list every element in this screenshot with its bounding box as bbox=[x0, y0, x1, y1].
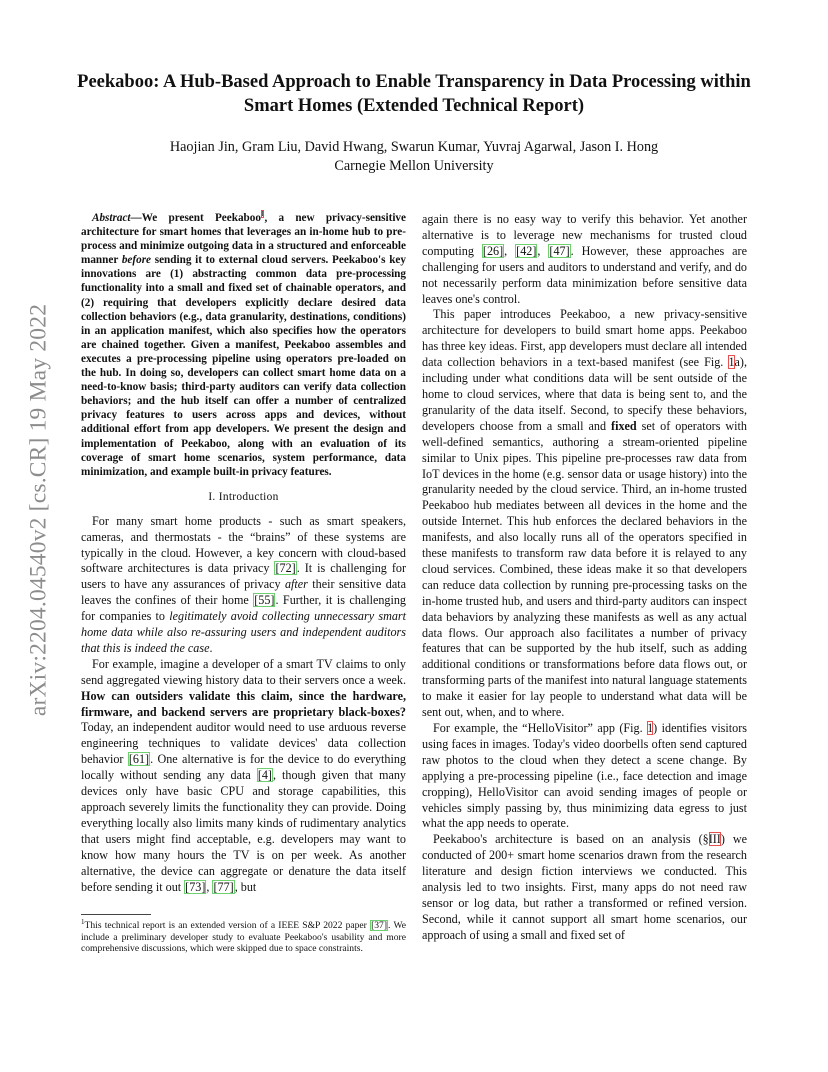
abstract-text: —We present Peekaboo bbox=[130, 212, 261, 224]
paragraph-text: . However, these approaches are challenging for users and auditors to understand and verify, and do not necessarily perform data minimization before sensitive data leaves one's control. bbox=[422, 243, 747, 306]
paragraph-text: ) identifies visitors using faces in images. Today's video doorbells often send captured raw photos to the cloud when they detect a scene change. By applying a pre-processing pipeline (i.e., face detection and image cropping), HelloVisitor can avoid sending images of people or vehicles simply passing by, thus minimizing data egress to just what the app needs to operate. bbox=[422, 721, 747, 831]
citation-link[interactable]: [42] bbox=[516, 243, 537, 258]
paragraph-text: For example, imagine a developer of a smart TV claims to only send aggregated viewing history data to their servers once a week. bbox=[81, 656, 406, 687]
right-column bbox=[422, 212, 747, 944]
affiliation: Carnegie Mellon University bbox=[334, 158, 494, 174]
author-block bbox=[60, 138, 768, 176]
section-heading-introduction: I. Introduction bbox=[208, 490, 279, 503]
intro-paragraph bbox=[422, 721, 747, 832]
paragraph-text: a), including under what conditions data will be sent outside of the home to cloud services, where that data is being sent to, and the granularity of the data itself. Second, to specify these behaviors, developers choose from a small and bbox=[422, 355, 747, 433]
emphasis-text: after bbox=[284, 577, 308, 592]
paragraph-text: For example, the “HelloVisitor” app (Fig. bbox=[433, 721, 648, 735]
footnote bbox=[81, 917, 406, 955]
citation-link[interactable]: [72] bbox=[275, 561, 296, 576]
paragraph-text: . Further, it is challenging for companies to bbox=[81, 593, 407, 624]
paragraph-text: their sensitive data leaves the confines of their home bbox=[81, 577, 406, 608]
paragraph-text: Peekaboo's architecture is based on an analysis (§ bbox=[433, 832, 709, 847]
figure-ref-link[interactable]: 1 bbox=[647, 721, 654, 735]
citation-link[interactable]: [4] bbox=[257, 768, 272, 783]
paragraph-text: , though given that many devices only have basic CPU and storage capabilities, this approach severely limits the functionality they can provide. Doing everything locally also limits many kinds of rudimentary analytics that users might find acceptable, e.g. developers may want to know how many hours the TV is on per week. As another alternative, the device can aggregate or denature the data itself before sending it out bbox=[81, 768, 406, 894]
abstract-emphasis: before bbox=[121, 254, 152, 267]
footnote-mark: 1 bbox=[81, 917, 85, 926]
paragraph-text: set of operators with well-defined semantics, authoring a stream-oriented pipeline similar to Unix pipes. This pipeline pre-processes raw data from IoT devices in the home (e.g. sensor data or usage history) into the granularity needed by the cloud service. Third, an in-home trusted Peekaboo hub mediates between all devices in the home and the outside Internet. This hub enforces the declared behaviors in the manifests, and also locally runs all of the operators specified in these manifests to transform raw data before it is relayed to any cloud services. Combined, these ideas make it so that developers can reduce data collection by running pre-processing tasks on the in-home trusted hub, and users and third-party auditors can inspect data behaviors by analyzing these manifests as well as any actual data flows. Our approach also facilitates a number of privacy features that can be supported by the hub itself, such as adding additional conditions or transformations before data flows out, or transforming parts of the manifest into natural language statements to make it easier for lay people to understand what data will be sent out, when, and to where. bbox=[422, 418, 748, 720]
paragraph-text: This paper introduces Peekaboo, a new privacy-sensitive architecture for developers to build smart home apps. Peekaboo has three key ideas. First, app developers must declare all intended data collection behaviors in a text-based manifest (see Fig. bbox=[422, 307, 747, 370]
paragraph-text: again there is no easy way to verify this behavior. Yet another alternative is to leverage new mechanisms for trusted cloud computing bbox=[422, 212, 747, 258]
paragraph-text: , bbox=[504, 243, 516, 258]
left-column bbox=[81, 211, 406, 895]
author-list: Haojian Jin, Gram Liu, David Hwang, Swarun Kumar, Yuvraj Agarwal, Jason I. Hong bbox=[169, 139, 659, 155]
intro-paragraph bbox=[81, 657, 406, 896]
bold-text: fixed bbox=[611, 418, 637, 433]
paragraph-text: Today, an independent auditor would need to use arduous reverse engineering techniques to validate devices' data collection behavior bbox=[81, 720, 406, 767]
citation-link[interactable]: [55] bbox=[254, 593, 275, 608]
intro-paragraph bbox=[81, 514, 406, 657]
citation-link[interactable]: [73] bbox=[185, 879, 206, 894]
paragraph-text: , but bbox=[234, 879, 257, 894]
figure-ref-link[interactable]: 1 bbox=[728, 355, 735, 370]
citation-link[interactable]: [61] bbox=[128, 752, 150, 767]
paper-title: Peekaboo: A Hub-Based Approach to Enable Transparency in Data Processing within Smart Homes (Extended Technical Report) bbox=[77, 72, 751, 116]
paragraph-text: For many smart home products - such as smart speakers, cameras, and thermostats - the “brains” of these systems are typically in the cloud. However, a key concern with cloud-based software architectures is data privacy bbox=[81, 513, 406, 576]
intro-paragraph bbox=[422, 212, 747, 307]
paragraph-text: , bbox=[206, 879, 213, 894]
paragraph-text: . bbox=[209, 640, 213, 655]
footnote-text: . We include a preliminary developer study to evaluate Peekaboo's usability and more comprehensive discussions, which were skipped due to space constraints. bbox=[81, 920, 406, 955]
citation-link[interactable]: [37] bbox=[371, 920, 388, 931]
intro-paragraph bbox=[422, 832, 747, 943]
arxiv-id-label: arXiv:2204.04540v2 [cs.CR] 19 May 2022 bbox=[25, 303, 52, 717]
citation-link[interactable]: [26] bbox=[482, 243, 504, 258]
citation-link[interactable]: [47] bbox=[549, 243, 570, 258]
footnote-ref-link[interactable]: 1 bbox=[260, 210, 265, 219]
citation-link[interactable]: [77] bbox=[213, 879, 234, 894]
paragraph-text: , bbox=[537, 243, 549, 258]
paragraph-text: ) we conducted of 200+ smart home scenarios drawn from the research literature and design fiction interviews we conducted. This analysis led to two insights. First, many apps do not need raw sensor or log data, but rather a transformed or refined version. Second, while it cannot support all smart home scenarios, our approach of using a small and fixed set of bbox=[422, 832, 748, 942]
abstract bbox=[81, 211, 406, 479]
emphasis-text: legitimately avoid collecting unnecessary smart home data while also re-assuring users and independent auditors that this is indeed the case bbox=[81, 609, 407, 655]
section-ref-link[interactable]: III bbox=[708, 832, 721, 847]
arxiv-sidebar-stamp bbox=[12, 250, 66, 770]
footnote-text: This technical report is an extended version of a IEEE S&P 2022 paper bbox=[84, 920, 371, 931]
abstract-text: , a new privacy-sensitive architecture for smart homes that leverages an in-home hub to pre-process and minimize outgoing data in a structured and enforceable manner bbox=[81, 212, 406, 267]
paragraph-text: . One alternative is for the device to do everything locally without sending any data bbox=[81, 752, 406, 783]
paragraph-text: . It is challenging for users to have any assurances of privacy bbox=[81, 561, 406, 592]
bold-question: How can outsiders validate this claim, since the hardware, firmware, and backend servers are proprietary black-boxes? bbox=[81, 688, 406, 719]
intro-paragraph bbox=[422, 307, 747, 721]
abstract-label: Abstract bbox=[92, 212, 131, 224]
abstract-text: sending it to external cloud servers. Peekaboo's key innovations are (1) abstracting common data pre-processing functionality into a small and fixed set of chainable operators, and (2) requiring that developers explicitly declare desired data collection behaviors (e.g., data granularity, destinations, conditions) in an application manifest, which also specifies how the operators are chained together. Given a manifest, Peekaboo assembles and executes a pre-processing pipeline using operators pre-loaded on the hub. In doing so, developers can collect smart home data on a need-to-know basis; third-party auditors can verify data collection behaviors; and the hub itself can offer a number of centralized privacy features to users across apps and devices, without additional effort from app developers. We present the design and implementation of Peekaboo, along with an evaluation of its coverage of smart home scenarios, system performance, data minimization, and example built-in privacy features. bbox=[81, 254, 406, 478]
